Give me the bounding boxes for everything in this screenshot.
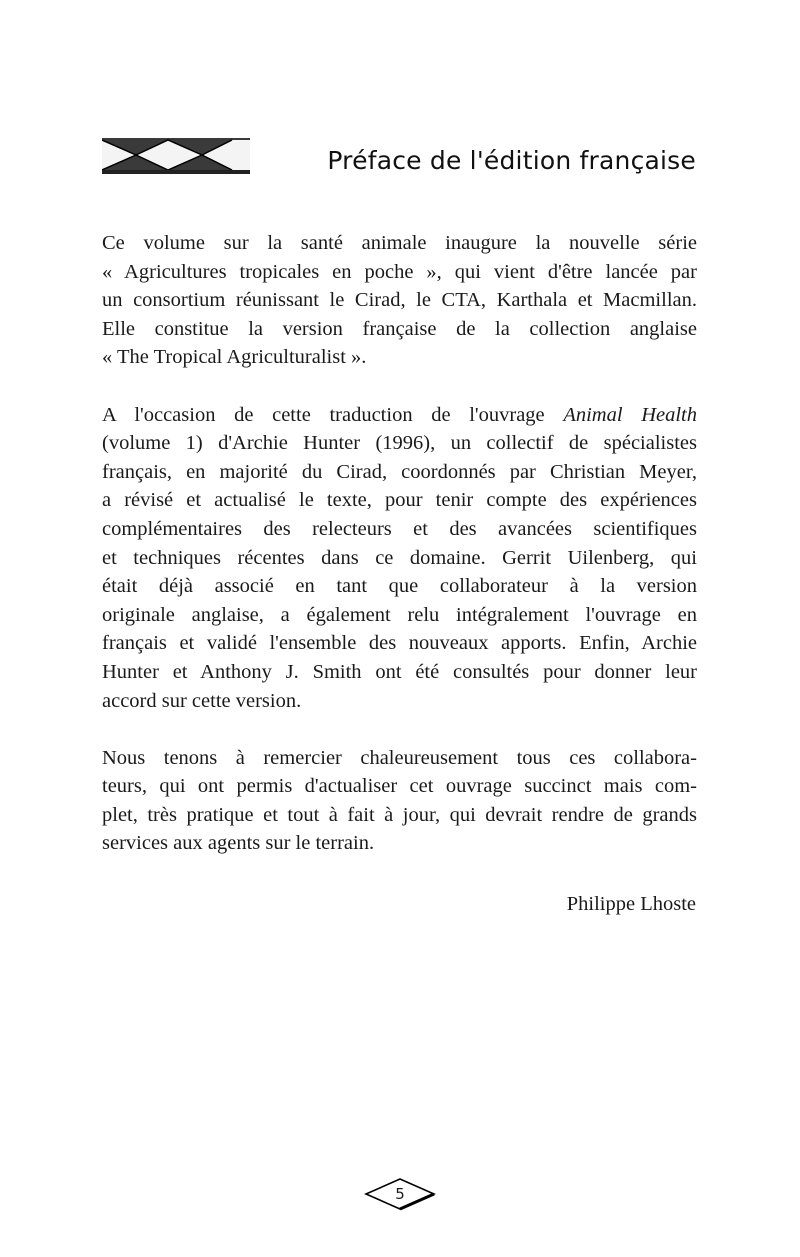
text-line: complémentaires des relecteurs et des avancées scientifiques — [102, 517, 697, 540]
decorative-diamond-band-icon — [102, 138, 250, 174]
text-line: accord sur cette version. — [102, 689, 302, 712]
text-line — [102, 401, 697, 430]
text-line: français, en majorité du Cirad, coordonnés par Christian Meyer, — [102, 460, 697, 483]
text-line: services aux agents sur le terrain. — [102, 832, 375, 855]
page-number — [364, 1176, 436, 1212]
paragraph-2 — [102, 401, 697, 716]
page-number-text: 5 — [395, 1185, 405, 1203]
text-line: a révisé et actualisé le texte, pour tenir compte des expériences — [102, 489, 697, 512]
text-line: teurs, qui ont permis d'actualiser cet ouvrage succinct mais com- — [102, 775, 697, 798]
text-line: (volume 1) d'Archie Hunter (1996), un collectif de spécialistes — [102, 432, 697, 455]
text-line: français et validé l'ensemble des nouveaux apports. Enfin, Archie — [102, 632, 697, 655]
paragraph-3 — [102, 744, 697, 858]
text-line: et techniques récentes dans ce domaine. Gerrit Uilenberg, qui — [102, 546, 697, 569]
text-line: originale anglaise, a également relu intégralement l'ouvrage en — [102, 603, 697, 626]
paragraph-1 — [102, 229, 697, 372]
text-line: Elle constitue la version française de la collection anglaise — [102, 317, 697, 340]
text-line: était déjà associé en tant que collaborateur à la version — [102, 575, 697, 598]
body-text — [102, 229, 697, 887]
text-line: plet, très pratique et tout à fait à jour, qui devrait rendre de grands — [102, 803, 697, 826]
signature: Philippe Lhoste — [566, 893, 696, 915]
text-line: « Agricultures tropicales en poche », qui vient d'être lancée par — [102, 260, 697, 283]
book-title: Animal Health — [563, 403, 698, 426]
text-span: A l'occasion de cette traduction de l'ouvrage — [102, 403, 564, 426]
text-line: Hunter et Anthony J. Smith ont été consultés pour donner leur — [102, 660, 697, 683]
text-line: « The Tropical Agriculturalist ». — [102, 346, 367, 369]
text-line: Nous tenons à remercier chaleureusement tous ces collabora- — [102, 746, 697, 769]
text-line: Ce volume sur la santé animale inaugure la nouvelle série — [102, 232, 697, 254]
text-line: un consortium réunissant le Cirad, le CTA, Karthala et Macmillan. — [102, 289, 697, 312]
page-title: Préface de l'édition française — [327, 146, 696, 175]
